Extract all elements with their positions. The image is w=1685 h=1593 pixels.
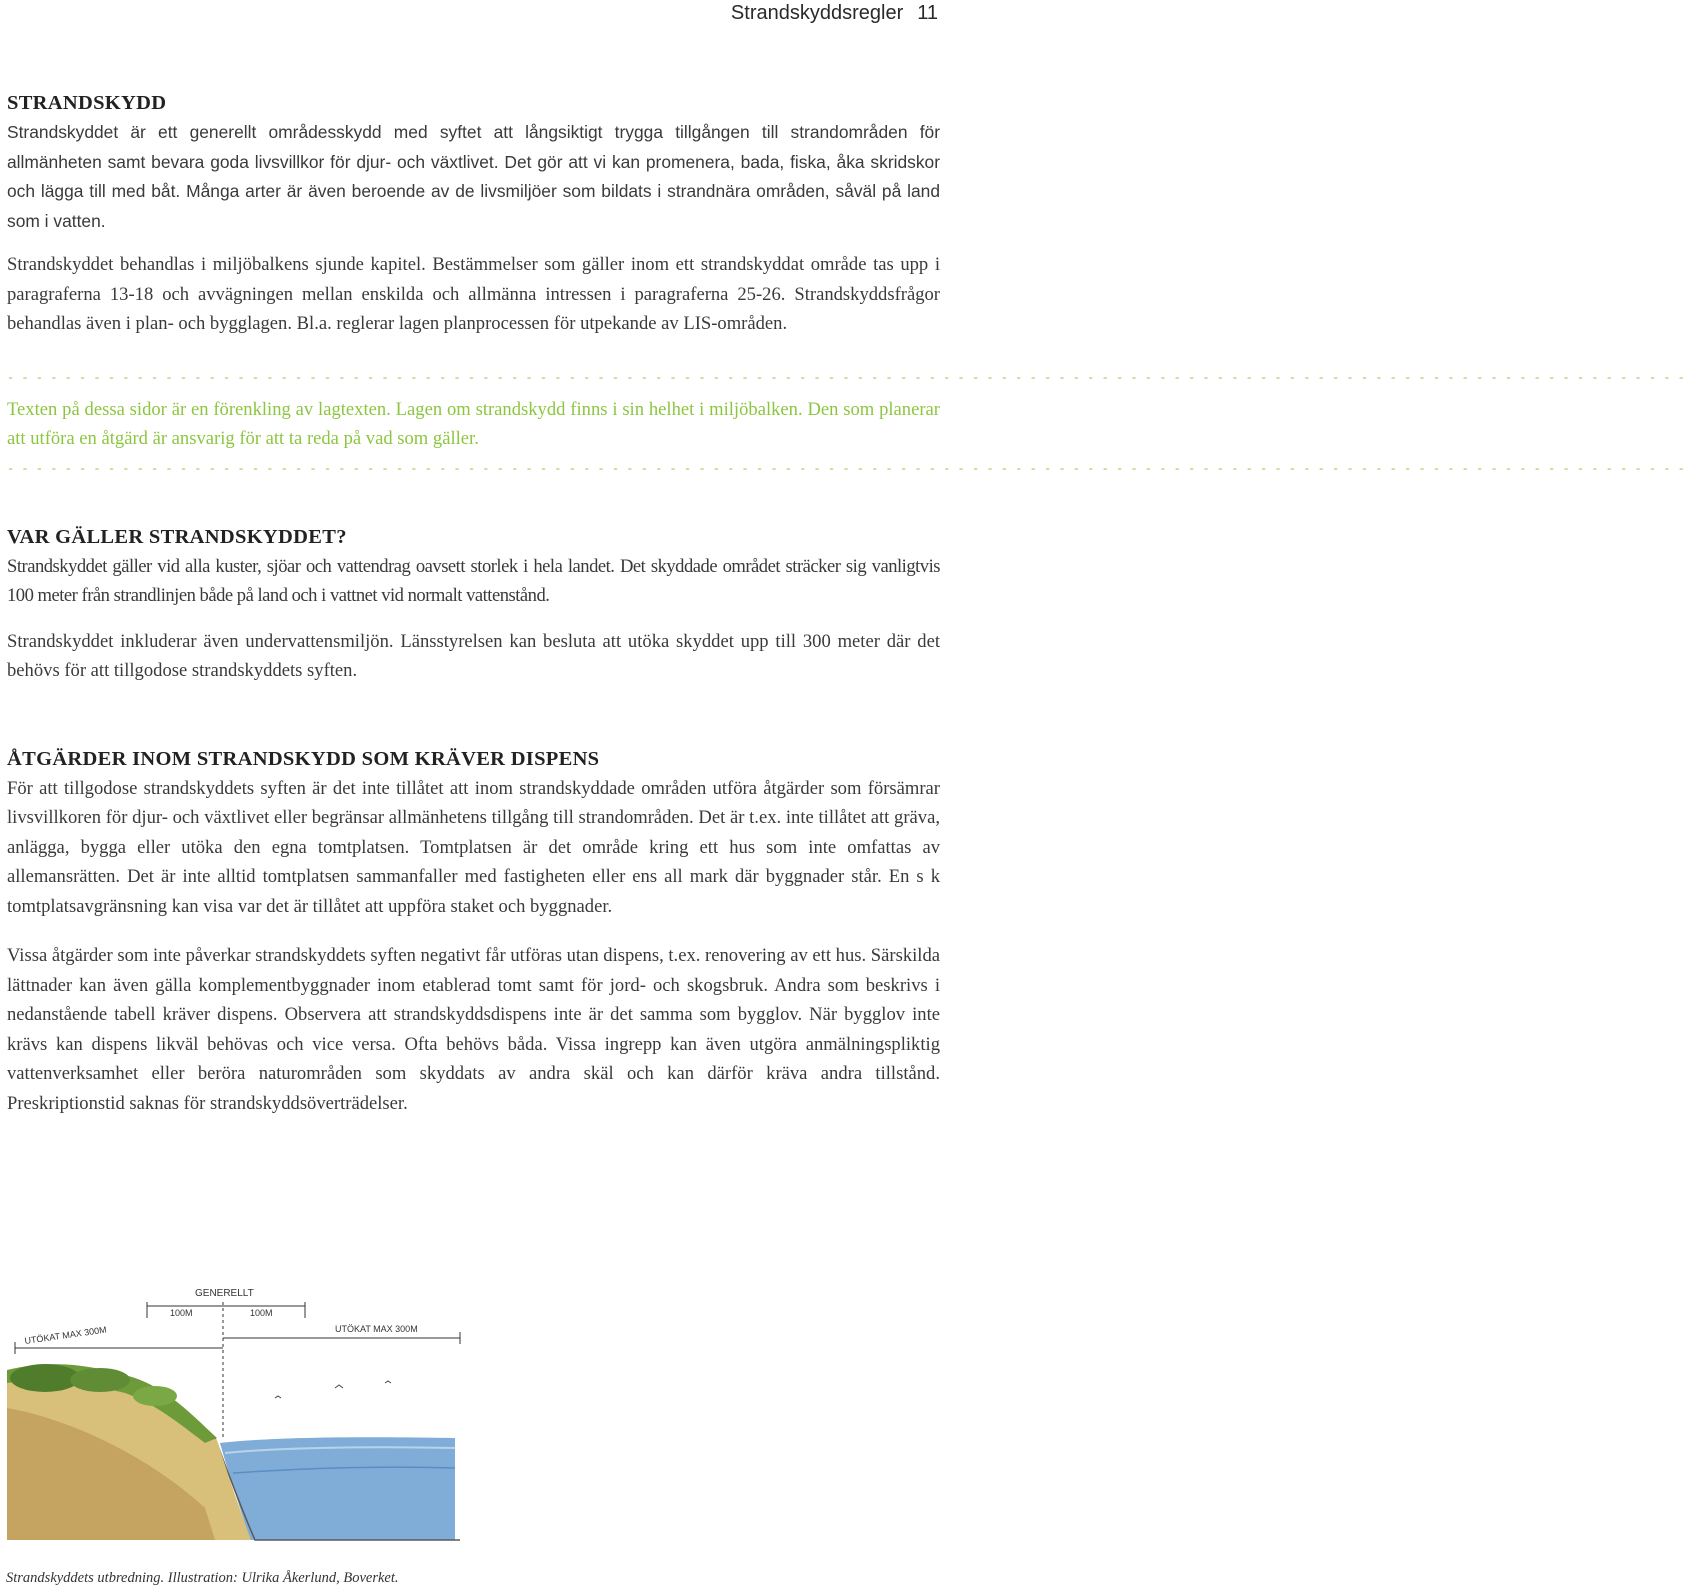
- label-utokat-right: UTÖKAT MAX 300M: [335, 1324, 418, 1334]
- running-title: Strandskyddsregler: [730, 2, 904, 24]
- simplification-note: Texten på dessa sidor är en förenkling av lagtexten. Lagen om strandskydd finns i sin helhet i miljöbalken. Den som planerar att utföra en åtgärd är ansvarig för att ta reda på vad som gäller.: [7, 398, 940, 449]
- heading-atgarder: ÅTGÄRDER INOM STRANDSKYDD SOM KRÄVER DISPENS: [7, 747, 600, 770]
- paragraph-law: Strandskyddet behandlas i miljöbalkens sjunde kapitel. Bestämmelser som gäller inom ett strandskyddat område tas upp i paragraferna 13-18 och avvägningen mellan enskilda och allmänna intressen i paragraferna 25-26. Strandskyddsfrågor behandlas även i plan- och bygglagen. Bl.a. reglerar lagen planprocessen för utpekande av LIS-områden.: [7, 254, 940, 334]
- heading-var-galler: VAR GÄLLER STRANDSKYDDET?: [7, 525, 347, 548]
- heading-strandskydd: STRANDSKYDD: [7, 92, 167, 114]
- running-header: [731, 2, 938, 25]
- label-generellt: GENERELLT: [195, 1288, 254, 1299]
- divider-top: - - - - - - - - - - - - - - - - - - - - - - - - - - - - - - - - - - - - - - - - - - - - - - - - - - - - - - - - - - - - - - - - - - - - - - - - - - - - - - - - - - - - - - - - - - - - - - - - - - - - - - - - - - - - - - - - - - - - -: [7, 370, 1685, 385]
- page-number: 11: [917, 2, 938, 24]
- paragraph-where: Strandskyddet gäller vid alla kuster, sjöar och vattendrag oavsett storlek i hela landet. Det skyddade området sträcker sig vanligtvis 100 meter från strandlinjen både på land och i vattnet vid normalt vattenstånd.: [7, 555, 940, 606]
- paragraph-underwater: Strandskyddet inkluderar även undervattensmiljön. Länsstyrelsen kan besluta att utöka skyddet upp till 300 meter där det behövs för att tillgodose strandskyddets syften.: [7, 630, 940, 681]
- figure-caption: Strandskyddets utbredning. Illustration: Ulrika Åkerlund, Boverket.: [6, 1570, 399, 1586]
- label-100m-left: 100M: [170, 1308, 193, 1318]
- shore-protection-illustration: [5, 1278, 475, 1546]
- paragraph-measures: För att tillgodose strandskyddets syften är det inte tillåtet att inom strandskyddade områden utföra åtgärder som försämrar livsvillkoren för djur- och växtlivet eller begränsar allmänhetens tillgång till strandområden. Det är t.ex. inte tillåtet att gräva, anlägga, bygga eller utöka den egna tomtplatsen. Tomtplatsen är det område kring ett hus som inte omfattas av allemansrätten. Det är inte alltid tomtplatsen sammanfaller med fastigheten eller ens all mark där byggnader står. En s k tomtplatsavgränsning kan visa var det är tillåtet att uppföra staket och byggnader.: [7, 777, 940, 917]
- paragraph-intro: Strandskyddet är ett generellt områdesskydd med syftet att långsiktigt trygga tillgången till strandområden för allmänheten samt bevara goda livsvillkor för djur- och växtlivet. Det gör att vi kan promenera, bada, fiska, åka skridskor och lägga till med båt. Många arter är även beroende av de livsmiljöer som bildats i strandnära områden, såväl på land som i vatten.: [7, 122, 940, 231]
- label-utokat-left: UTÖKAT MAX 300M: [23, 1324, 108, 1346]
- divider-bottom: - - - - - - - - - - - - - - - - - - - - - - - - - - - - - - - - - - - - - - - - - - - - - - - - - - - - - - - - - - - - - - - - - - - - - - - - - - - - - - - - - - - - - - - - - - - - - - - - - - - - - - - - - - - - - - - - - - - - -: [7, 461, 1685, 476]
- page-content: [7, 88, 1685, 1118]
- label-100m-right: 100M: [250, 1308, 273, 1318]
- paragraph-exemptions: Vissa åtgärder som inte påverkar strandskyddets syften negativt får utföras utan dispens, t.ex. renovering av ett hus. Särskilda lättnader kan även gälla komplementbyggnader inom etablerad tomt samt för jord- och skogsbruk. Andra som beskrivs i nedanstående tabell kräver dispens. Observera att strandskyddsdispens inte är det samma som bygglov. När bygglov inte krävs kan dispens likväl behövas och vice versa. Ofta behövs båda. Vissa ingrepp kan även utgöra anmälningspliktig vattenverksamhet eller beröra naturområden som skyddats av andra skäl och kan därför kräva andra tillstånd. Preskriptionstid saknas för strandskyddsöverträdelser.: [7, 945, 940, 1114]
